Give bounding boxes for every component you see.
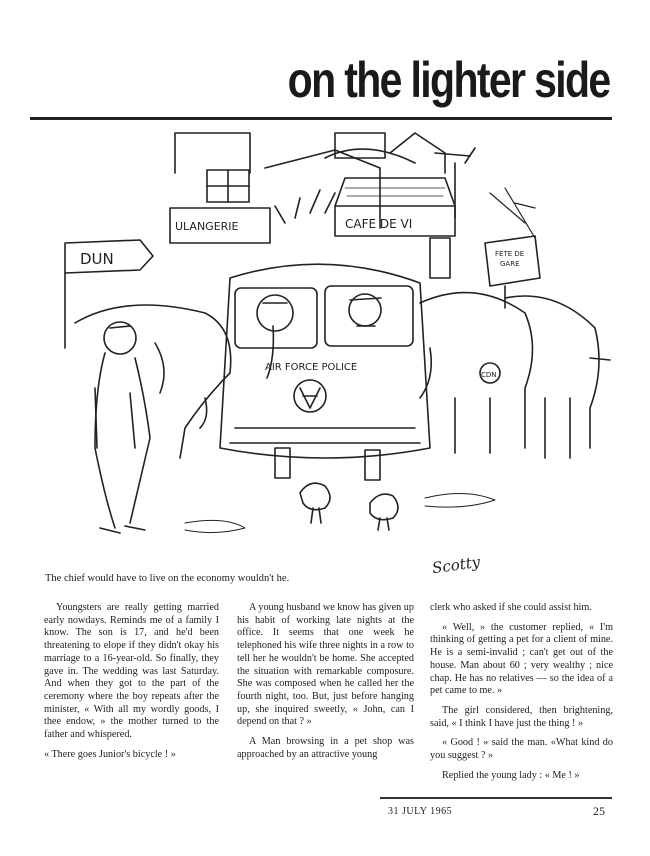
sign-dun: DUN bbox=[80, 250, 114, 268]
sign-cafe: CAFE DE VI bbox=[345, 217, 413, 231]
article-column-2 bbox=[237, 602, 414, 768]
column-paragraph: A Man browsing in a pet shop was approached by an attractive young bbox=[237, 736, 414, 760]
sign-bakery: ULANGERIE bbox=[175, 220, 239, 233]
column-paragraph: clerk who asked if she could assist him. bbox=[430, 602, 592, 613]
column-paragraph: Youngsters are really getting married early nowdays. Reminds me of a family I know. The son is 17, and he'd been threatening to elope if they didn't okay his marriage to a 16-year-old. So finally, they gave in. The wedding was last Saturday. And when they got to the part of the ceremony where the boy repeats after the minister, « With all my wordly goods, I thee endow, » the mother turned to the father and whispered. bbox=[44, 602, 219, 741]
article-column-1 bbox=[44, 602, 219, 768]
cartoon-caption: The chief would have to live on the economy wouldn't he. bbox=[45, 573, 290, 584]
artist-signature: Scotty bbox=[430, 552, 482, 578]
issue-date: 31 JULY 1965 bbox=[388, 806, 453, 817]
sign-fete-line1: FETE DE bbox=[495, 250, 525, 258]
footer-rule bbox=[380, 797, 612, 799]
van-label: AIR FORCE POLICE bbox=[265, 362, 358, 373]
column-paragraph: The girl considered, then brightening, said, « I think I have just the thing ! » bbox=[430, 704, 613, 729]
cartoon-illustration bbox=[35, 128, 615, 568]
column-paragraph: « There goes Junior's bicycle ! » bbox=[44, 748, 176, 760]
column-paragraph: « Well, » the customer replied, « I'm thinking of getting a pet for a client of mine. He is a semi-invalid ; can't get out of the house. Man about 60 ; very wealthy ; nice chap. He has no relatives — so the idea of a pet came to me. » bbox=[430, 621, 613, 697]
column-paragraph: Replied the young lady : « Me ! » bbox=[442, 769, 580, 781]
heading-rule bbox=[30, 117, 612, 120]
article-column-3 bbox=[430, 602, 613, 789]
column-paragraph: A young husband we know has given up his habit of working late nights at the office. It seems that one week he telephoned his wife three nights in a row to tell her he wouldn't be home. She accepted the situation with remarkable composure. She was composed when he called her the fourth night, too. But, just before hanging up, she inquired sweetly, « John, can I depend on that ? » bbox=[237, 602, 414, 728]
sign-fete-line2: GARE bbox=[500, 260, 520, 268]
page-number: 25 bbox=[593, 804, 605, 818]
page-heading: on the lighter side bbox=[288, 52, 610, 108]
column-paragraph: « Good ! » said the man. «What kind do you suggest ? » bbox=[430, 737, 613, 762]
cow-tag: CDN bbox=[481, 371, 497, 379]
